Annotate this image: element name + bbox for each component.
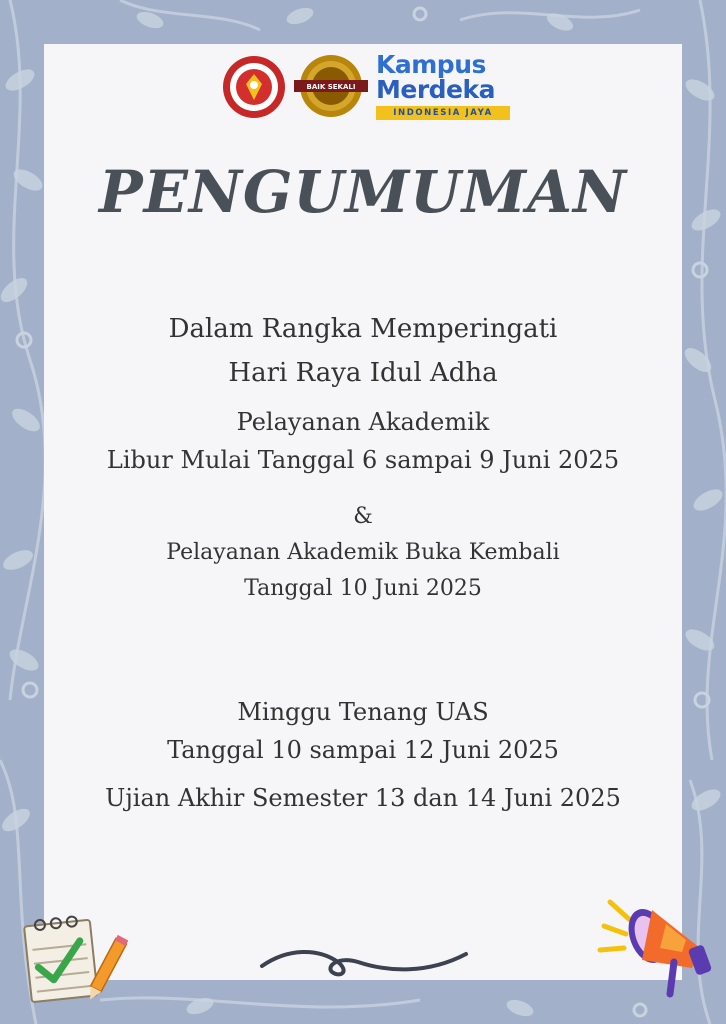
announcement-line-8: Minggu Tenang UAS — [237, 698, 489, 726]
kampus-logo-banner: INDONESIA JAYA — [376, 106, 510, 120]
kampus-logo-line2: Merdeka — [376, 75, 496, 104]
announcement-line-7: Tanggal 10 Juni 2025 — [244, 576, 482, 601]
megaphone-icon — [596, 896, 716, 1000]
school-logo — [220, 54, 288, 120]
svg-text:BAIK SEKALI: BAIK SEKALI — [306, 83, 356, 91]
announcement-line-4: Libur Mulai Tanggal 6 sampai 9 Juni 2025 — [106, 446, 620, 474]
announcement-line-3: Pelayanan Akademik — [236, 408, 490, 436]
announcement-line-1: Dalam Rangka Memperingati — [168, 314, 558, 344]
kampus-logo-line1: Kampus — [376, 50, 486, 79]
ampersand: & — [353, 504, 373, 529]
accreditation-seal-logo — [292, 52, 370, 120]
flourish-divider-icon — [258, 944, 470, 980]
announcement-line-6: Pelayanan Akademik Buka Kembali — [166, 540, 560, 565]
checklist-notepad-icon — [20, 912, 128, 1004]
page-title: PENGUMUMAN — [99, 158, 627, 226]
announcement-line-2: Hari Raya Idul Adha — [228, 358, 498, 388]
announcement-line-10: Ujian Akhir Semester 13 dan 14 Juni 2025 — [105, 784, 621, 812]
kampus-merdeka-logo — [376, 52, 516, 124]
announcement-line-9: Tanggal 10 sampai 12 Juni 2025 — [167, 736, 559, 764]
logos-row — [220, 52, 520, 124]
